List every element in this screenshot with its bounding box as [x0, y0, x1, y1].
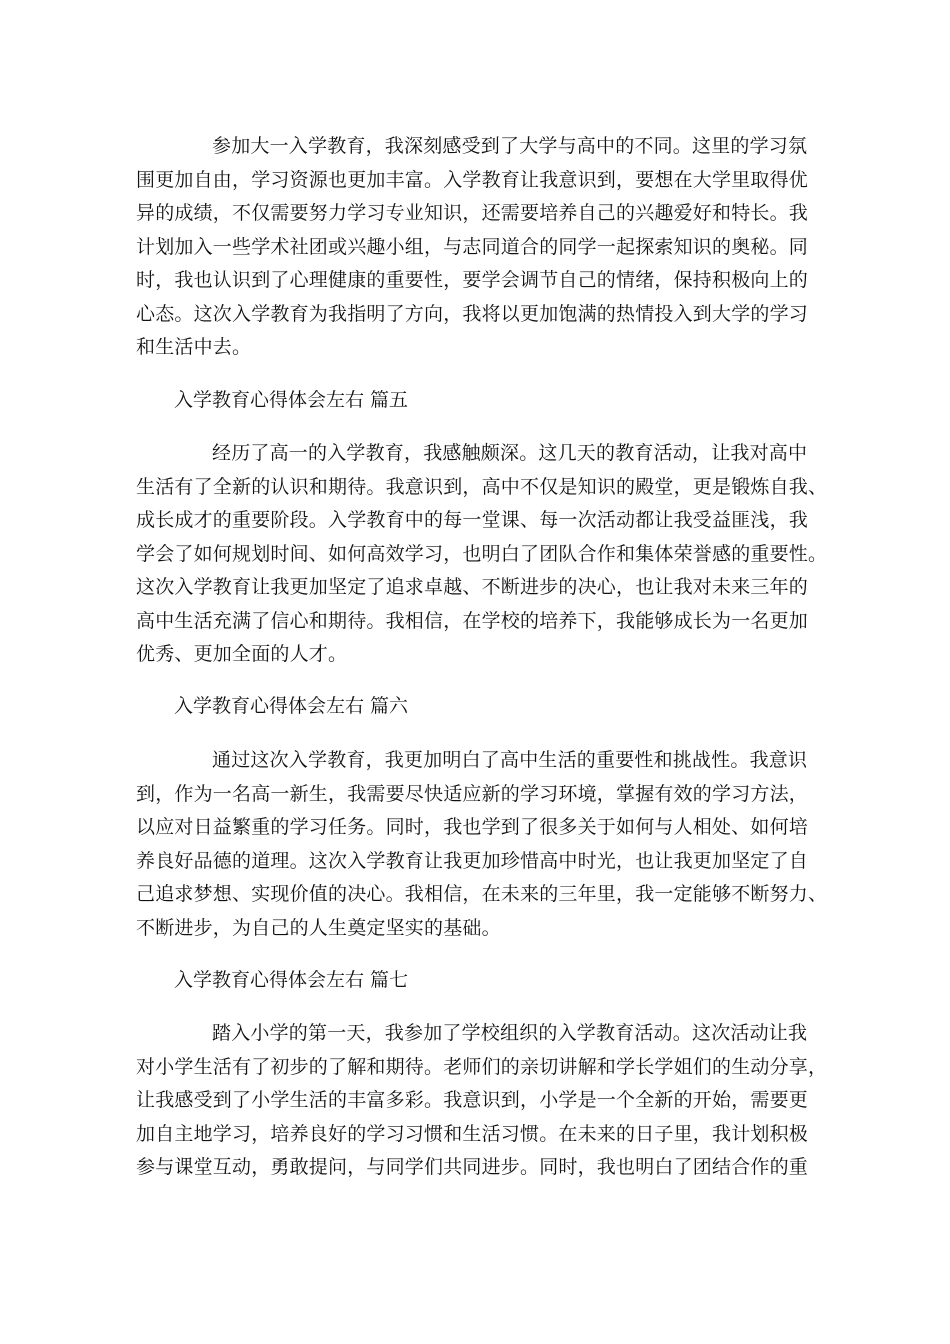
paragraph-line: 围更加自由，学习资源也更加丰富。入学教育让我意识到，要想在大学里取得优	[136, 168, 809, 191]
paragraph-line: 以应对日益繁重的学习任务。同时，我也学到了很多关于如何与人相处、如何培	[136, 816, 809, 838]
paragraph-7	[136, 1017, 836, 1185]
paragraph-1	[136, 130, 836, 365]
paragraph-line: 加自主地学习，培养良好的学习习惯和生活习惯。在未来的日子里，我计划积极	[136, 1122, 809, 1145]
paragraph-line: 计划加入一些学术社团或兴趣小组，与志同道合的同学一起探索知识的奥秘。同	[136, 235, 809, 258]
paragraph-line: 通过这次入学教育，我更加明白了高中生活的重要性和挑战性。我意识	[212, 749, 808, 771]
paragraph-line: 生活有了全新的认识和期待。我意识到，高中不仅是知识的殿堂，更是锻炼自我、	[136, 475, 828, 498]
paragraph-6	[136, 744, 836, 945]
paragraph-line: 异的成绩，不仅需要努力学习专业知识，还需要培养自己的兴趣爱好和特长。我	[136, 202, 809, 224]
section-heading-7: 入学教育心得体会左右 篇七	[174, 969, 409, 991]
paragraph-line: 时，我也认识到了心理健康的重要性，要学会调节自己的情绪，保持积极向上的	[136, 269, 809, 291]
paragraph-line: 这次入学教育让我更加坚定了追求卓越、不断进步的决心，也让我对未来三年的	[136, 576, 809, 598]
paragraph-5	[136, 437, 836, 672]
paragraph-line: 踏入小学的第一天，我参加了学校组织的入学教育活动。这次活动让我	[212, 1022, 808, 1044]
paragraph-line: 己追求梦想、实现价值的决心。我相信，在未来的三年里，我一定能够不断努力、	[136, 883, 828, 905]
paragraph-line: 参与课堂互动，勇敢提问，与同学们共同进步。同时，我也明白了团结合作的重	[136, 1156, 809, 1178]
paragraph-line: 参加大一入学教育，我深刻感受到了大学与高中的不同。这里的学习氛	[212, 135, 808, 157]
paragraph-line: 到，作为一名高一新生，我需要尽快适应新的学习环境，掌握有效的学习方法，	[136, 782, 809, 805]
paragraph-line: 心态。这次入学教育为我指明了方向，我将以更加饱满的热情投入到大学的学习	[136, 302, 809, 325]
section-heading-5: 入学教育心得体会左右 篇五	[174, 389, 409, 411]
paragraph-line: 经历了高一的入学教育，我感触颇深。这几天的教育活动，让我对高中	[212, 442, 808, 464]
paragraph-line: 成长成才的重要阶段。入学教育中的每一堂课、每一次活动都让我受益匪浅，我	[136, 509, 809, 531]
paragraph-line: 学会了如何规划时间、如何高效学习，也明白了团队合作和集体荣誉感的重要性。	[136, 542, 828, 565]
paragraph-line: 让我感受到了小学生活的丰富多彩。我意识到，小学是一个全新的开始，需要更	[136, 1089, 809, 1111]
section-heading-6: 入学教育心得体会左右 篇六	[174, 695, 409, 717]
paragraph-line: 和生活中去。	[136, 336, 252, 358]
paragraph-line: 对小学生活有了初步的了解和期待。老师们的亲切讲解和学长学姐们的生动分享，	[136, 1055, 828, 1078]
paragraph-line: 优秀、更加全面的人才。	[136, 643, 348, 665]
paragraph-line: 不断进步，为自己的人生奠定坚实的基础。	[136, 916, 501, 939]
paragraph-line: 养良好品德的道理。这次入学教育让我更加珍惜高中时光，也让我更加坚定了自	[136, 849, 809, 872]
paragraph-line: 高中生活充满了信心和期待。我相信，在学校的培养下，我能够成长为一名更加	[136, 609, 809, 632]
